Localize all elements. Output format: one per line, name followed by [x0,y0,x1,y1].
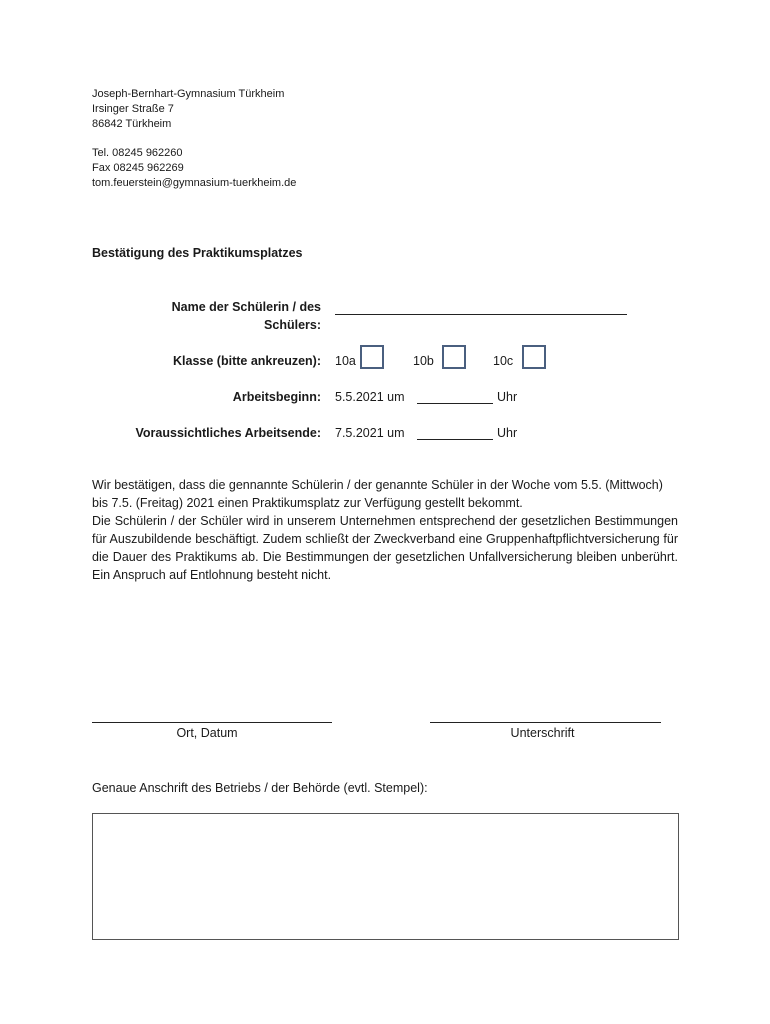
class-10c-checkbox[interactable] [522,345,546,369]
place-date-line[interactable] [92,722,332,723]
signature-line[interactable] [430,722,661,723]
start-label: Arbeitsbeginn: [232,390,321,404]
end-date-value: 7.5.2021 um [335,426,405,440]
class-option-10b-label: 10b [413,354,434,368]
school-phone: Tel. 08245 962260 [92,147,183,159]
class-10a-checkbox[interactable] [360,345,384,369]
student-name-field[interactable] [335,314,627,315]
company-address-label: Genaue Anschrift des Betriebs / der Behörde (evtl. Stempel): [92,781,428,795]
end-label: Voraussichtliches Arbeitsende: [135,426,321,440]
school-city: 86842 Türkheim [92,118,172,130]
student-name-label-line1: Name der Schülerin / des [171,300,321,314]
end-time-unit: Uhr [497,426,518,440]
place-date-label: Ort, Datum [176,726,238,740]
student-name-label-line2: Schülers: [264,318,321,332]
start-date-value: 5.5.2021 um [335,390,405,404]
school-name: Joseph-Bernhart-Gymnasium Türkheim [92,88,285,100]
start-time-unit: Uhr [497,390,518,404]
end-time-field[interactable] [417,439,493,440]
start-time-field[interactable] [417,403,493,404]
confirmation-text [92,476,678,584]
school-email: tom.feuerstein@gymnasium-tuerkheim.de [92,177,297,189]
employment-paragraph: Die Schülerin / der Schüler wird in unserem Unternehmen entsprechend der gesetzlichen Bestimmungen für Auszubildende beschäftigt. Zudem schließt der Zweckverband eine Gruppenhaftpflichtversicherung für die Dauer des Praktikums ab. Die Bestimmungen der gesetzlichen Unfallversicherung bleiben unberührt. Ein Anspruch auf Entlohnung besteht nicht. [92,514,678,582]
company-address-box[interactable] [92,813,679,940]
school-fax: Fax 08245 962269 [92,162,184,174]
class-option-10c-label: 10c [493,354,514,368]
class-10b-checkbox[interactable] [442,345,466,369]
school-address-block [92,87,296,191]
class-option-10a-label: 10a [335,354,356,368]
class-label: Klasse (bitte ankreuzen): [173,354,321,368]
school-street: Irsinger Straße 7 [92,103,174,115]
signature-label: Unterschrift [510,726,575,740]
student-name-label [81,298,321,334]
confirmation-paragraph: Wir bestätigen, dass die gennannte Schülerin / der genannte Schüler in der Woche vom 5.5. (Mittwoch) bis 7.5. (Freitag) 2021 einen Praktikumsplatz zur Verfügung gestellt bekommt. [92,478,663,510]
document-title: Bestätigung des Praktikumsplatzes [92,246,303,260]
